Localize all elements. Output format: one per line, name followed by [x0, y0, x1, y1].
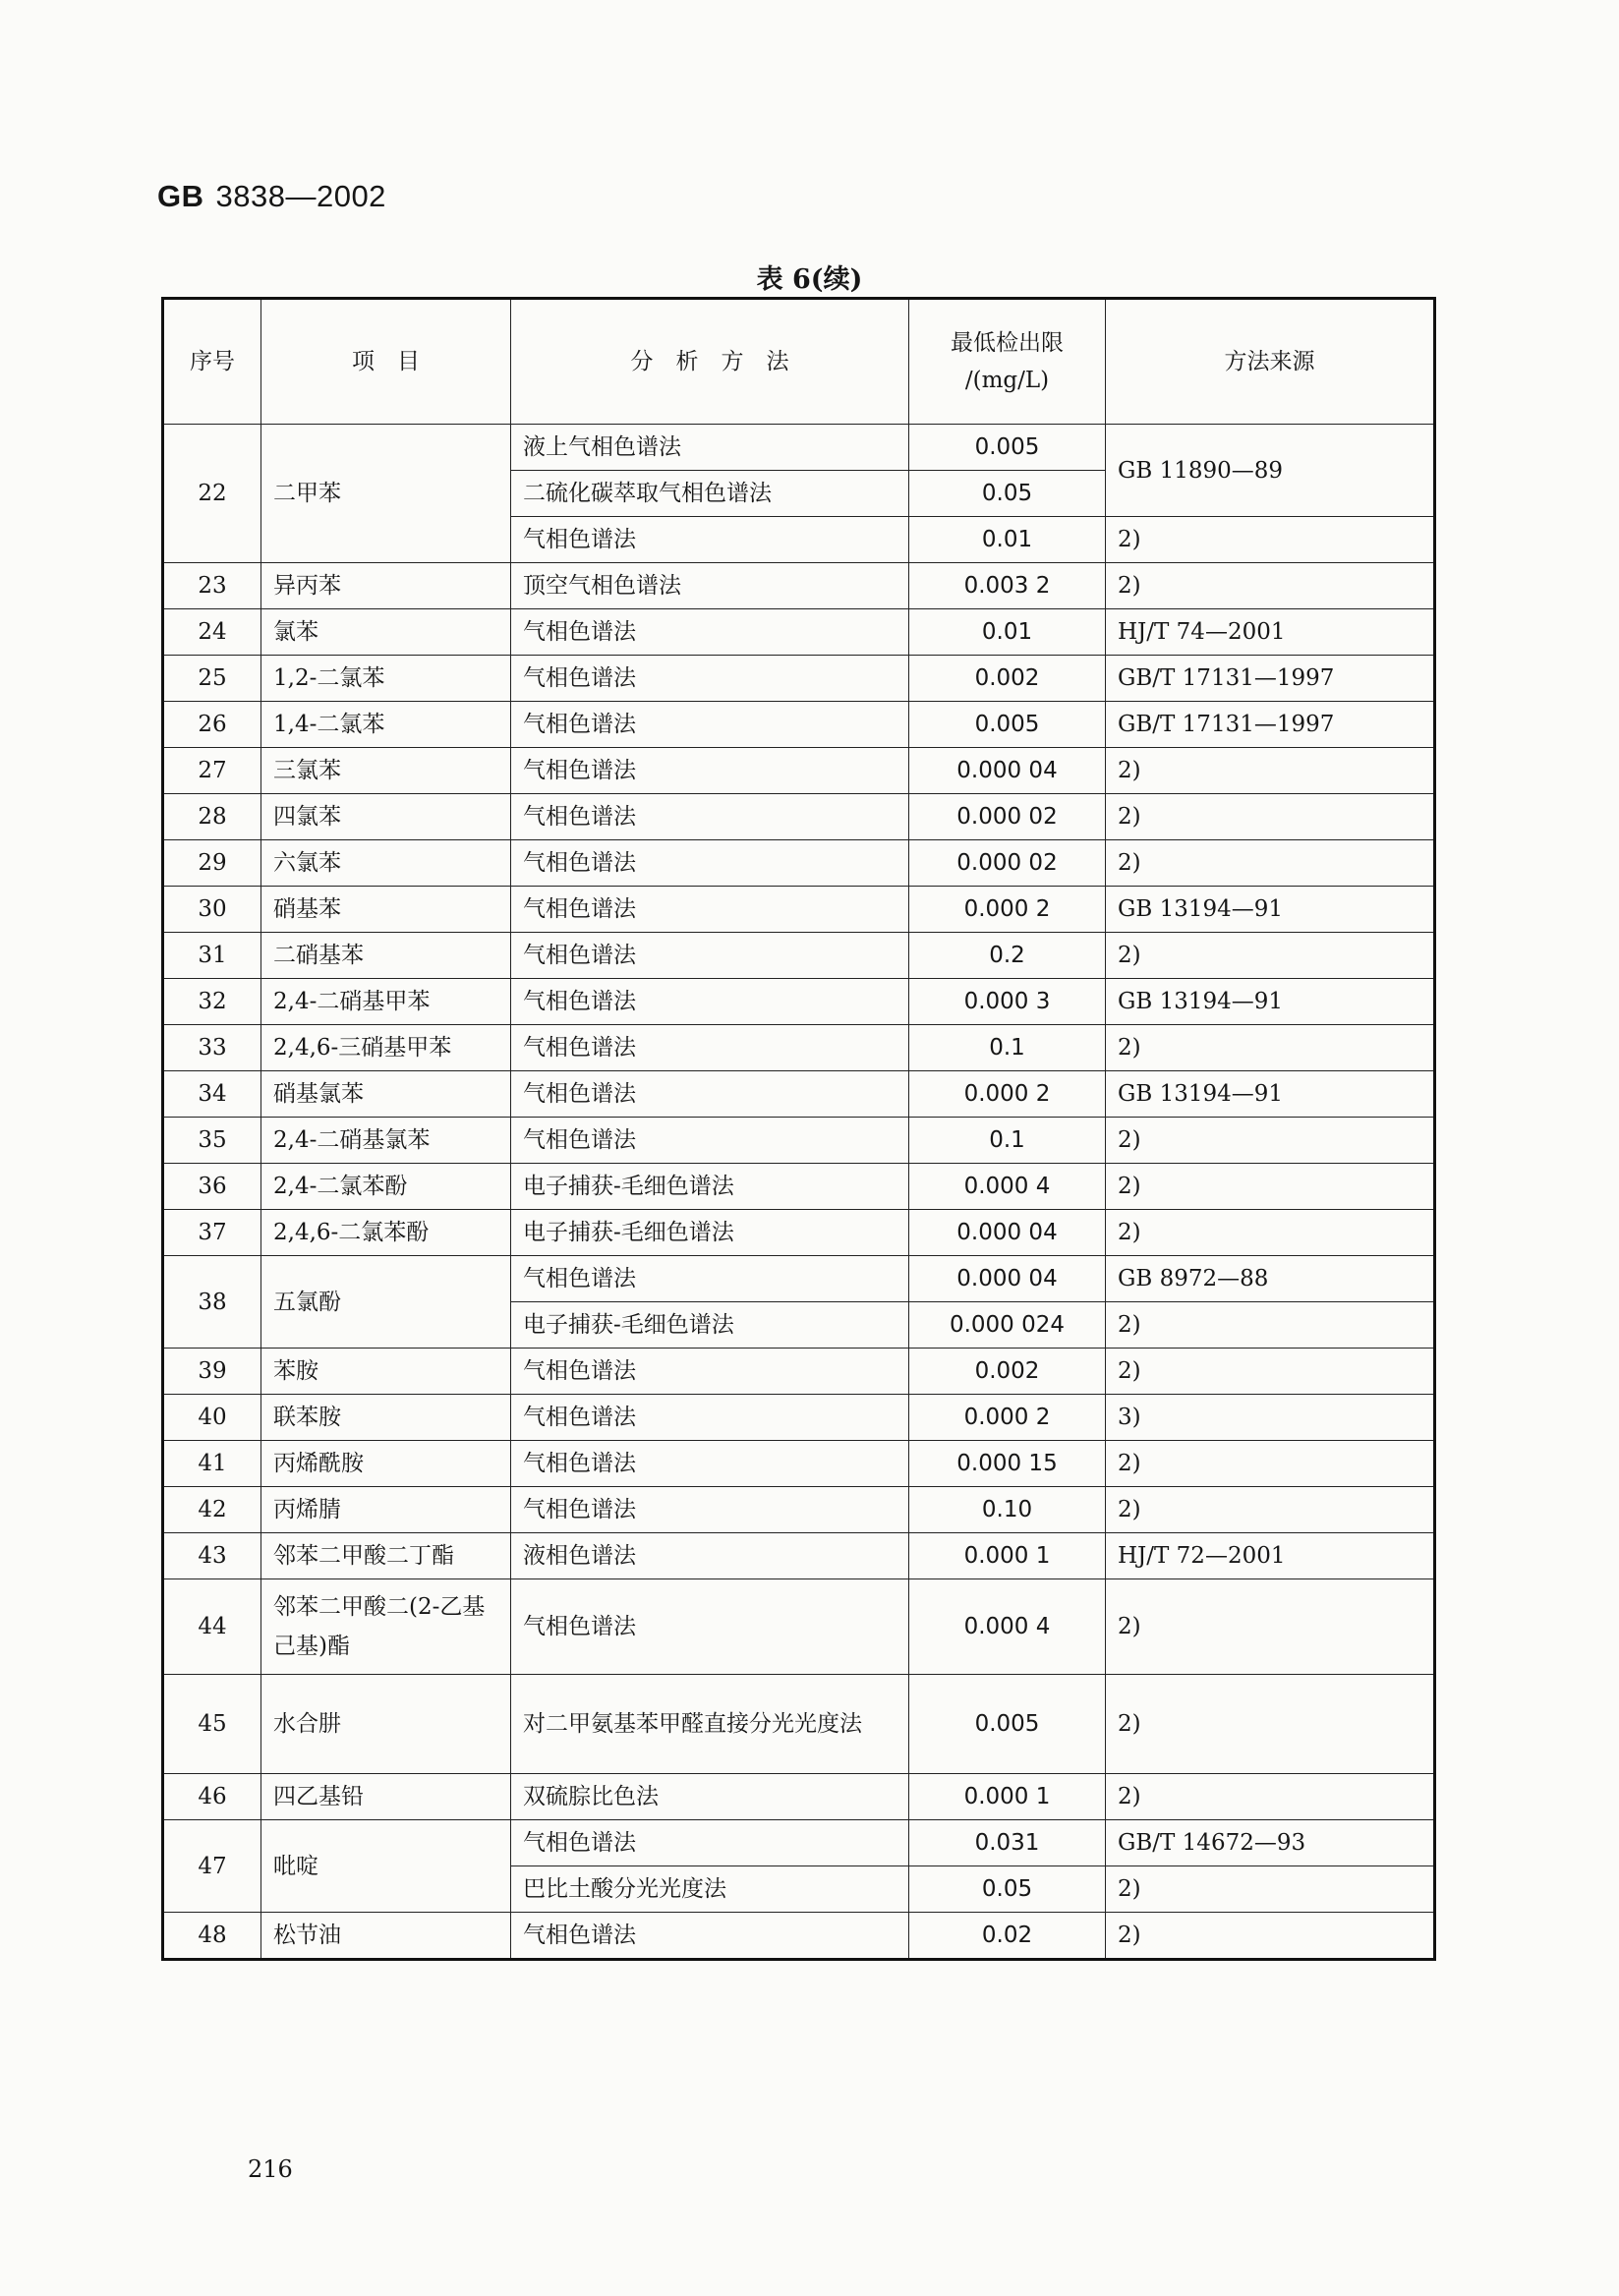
- row-number: 31: [163, 933, 261, 979]
- item-name: 三氯苯: [261, 748, 511, 794]
- limit-cell: 0.005: [909, 425, 1106, 471]
- limit-cell: 0.000 02: [909, 794, 1106, 840]
- item-name: 硝基氯苯: [261, 1071, 511, 1118]
- detection-limit-unit: /(mg/L): [964, 368, 1050, 393]
- row-number: 39: [163, 1349, 261, 1395]
- limit-cell: 0.000 2: [909, 1071, 1106, 1118]
- row-number: 47: [163, 1820, 261, 1913]
- source-cell: 2): [1106, 1302, 1435, 1349]
- table-row: [163, 1164, 1435, 1210]
- method-cell: 气相色谱法: [511, 1256, 909, 1302]
- limit-cell: 0.000 3: [909, 979, 1106, 1025]
- item-name: 1,2-二氯苯: [261, 656, 511, 702]
- source-cell: 2): [1106, 1579, 1435, 1675]
- source-cell: 2): [1106, 1210, 1435, 1256]
- limit-cell: 0.000 024: [909, 1302, 1106, 1349]
- limit-cell: 0.10: [909, 1487, 1106, 1533]
- source-cell: GB 11890—89: [1106, 425, 1435, 517]
- limit-cell: 0.031: [909, 1820, 1106, 1866]
- analysis-method-table: [161, 297, 1436, 1961]
- method-cell: 气相色谱法: [511, 656, 909, 702]
- method-cell: 对二甲氨基苯甲醛直接分光光度法: [511, 1675, 909, 1774]
- item-name: 六氯苯: [261, 840, 511, 887]
- limit-cell: 0.000 04: [909, 1210, 1106, 1256]
- source-cell: GB/T 17131—1997: [1106, 656, 1435, 702]
- source-cell: GB/T 14672—93: [1106, 1820, 1435, 1866]
- limit-cell: 0.1: [909, 1118, 1106, 1164]
- method-cell: 气相色谱法: [511, 517, 909, 563]
- source-cell: 2): [1106, 1675, 1435, 1774]
- row-number: 38: [163, 1256, 261, 1349]
- method-cell: 气相色谱法: [511, 1487, 909, 1533]
- source-cell: 2): [1106, 794, 1435, 840]
- source-cell: 2): [1106, 1025, 1435, 1071]
- source-cell: GB 8972—88: [1106, 1256, 1435, 1302]
- item-name: 2,4-二硝基氯苯: [261, 1118, 511, 1164]
- source-cell: 2): [1106, 563, 1435, 609]
- page-number: 216: [248, 2155, 293, 2183]
- item-name: 氯苯: [261, 609, 511, 656]
- item-name: 2,4,6-二氯苯酚: [261, 1210, 511, 1256]
- item-name: 邻苯二甲酸二丁酯: [261, 1533, 511, 1579]
- item-name: 二甲苯: [261, 425, 511, 563]
- method-cell: 气相色谱法: [511, 609, 909, 656]
- table-header-row: [163, 299, 1435, 425]
- method-cell: 气相色谱法: [511, 1349, 909, 1395]
- source-cell: GB 13194—91: [1106, 979, 1435, 1025]
- table-row: [163, 1579, 1435, 1675]
- method-cell: 气相色谱法: [511, 1395, 909, 1441]
- method-cell: 电子捕获-毛细色谱法: [511, 1302, 909, 1349]
- col-header-item: 项 目: [261, 299, 511, 425]
- row-number: 24: [163, 609, 261, 656]
- table-row: [163, 425, 1435, 471]
- row-number: 46: [163, 1774, 261, 1820]
- limit-cell: 0.002: [909, 1349, 1106, 1395]
- limit-cell: 0.000 4: [909, 1164, 1106, 1210]
- item-name: 异丙苯: [261, 563, 511, 609]
- row-number: 45: [163, 1675, 261, 1774]
- table-row: [163, 1395, 1435, 1441]
- method-cell: 液相色谱法: [511, 1533, 909, 1579]
- method-cell: 电子捕获-毛细色谱法: [511, 1164, 909, 1210]
- table-row: [163, 1487, 1435, 1533]
- table-row: [163, 1820, 1435, 1866]
- row-number: 37: [163, 1210, 261, 1256]
- row-number: 28: [163, 794, 261, 840]
- method-cell: 液上气相色谱法: [511, 425, 909, 471]
- limit-cell: 0.002: [909, 656, 1106, 702]
- col-header-no: 序号: [163, 299, 261, 425]
- source-cell: 2): [1106, 748, 1435, 794]
- source-cell: 2): [1106, 840, 1435, 887]
- standard-header: [157, 179, 386, 214]
- limit-cell: 0.01: [909, 609, 1106, 656]
- item-name: 松节油: [261, 1913, 511, 1960]
- limit-cell: 0.05: [909, 1866, 1106, 1913]
- limit-cell: 0.000 1: [909, 1533, 1106, 1579]
- source-cell: 2): [1106, 1774, 1435, 1820]
- col-header-source: 方法来源: [1106, 299, 1435, 425]
- method-cell: 气相色谱法: [511, 887, 909, 933]
- table-row: [163, 794, 1435, 840]
- limit-cell: 0.005: [909, 702, 1106, 748]
- table-row: [163, 609, 1435, 656]
- limit-cell: 0.000 1: [909, 1774, 1106, 1820]
- item-name: 硝基苯: [261, 887, 511, 933]
- row-number: 27: [163, 748, 261, 794]
- table-row: [163, 1210, 1435, 1256]
- item-name: 丙烯酰胺: [261, 1441, 511, 1487]
- limit-cell: 0.05: [909, 471, 1106, 517]
- table-row: [163, 1256, 1435, 1302]
- method-cell: 巴比土酸分光光度法: [511, 1866, 909, 1913]
- source-cell: 2): [1106, 1487, 1435, 1533]
- item-name: 吡啶: [261, 1820, 511, 1913]
- row-number: 42: [163, 1487, 261, 1533]
- source-cell: GB/T 17131—1997: [1106, 702, 1435, 748]
- item-name: 水合肼: [261, 1675, 511, 1774]
- table-row: [163, 563, 1435, 609]
- table-row: [163, 1913, 1435, 1960]
- limit-cell: 0.2: [909, 933, 1106, 979]
- row-number: 43: [163, 1533, 261, 1579]
- limit-cell: 0.000 2: [909, 887, 1106, 933]
- item-name: 四乙基铅: [261, 1774, 511, 1820]
- source-cell: 2): [1106, 1164, 1435, 1210]
- source-cell: 3): [1106, 1395, 1435, 1441]
- source-cell: HJ/T 72—2001: [1106, 1533, 1435, 1579]
- detection-limit-label: 最低检出限: [951, 330, 1064, 356]
- row-number: 40: [163, 1395, 261, 1441]
- item-name: 邻苯二甲酸二(2-乙基己基)酯: [261, 1579, 511, 1675]
- item-name: 二硝基苯: [261, 933, 511, 979]
- table-row: [163, 1118, 1435, 1164]
- source-cell: 2): [1106, 1913, 1435, 1960]
- table-row: [163, 1441, 1435, 1487]
- col-header-method: 分 析 方 法: [511, 299, 909, 425]
- table-row: [163, 933, 1435, 979]
- row-number: 48: [163, 1913, 261, 1960]
- table-row: [163, 1025, 1435, 1071]
- table-row: [163, 748, 1435, 794]
- table-row: [163, 979, 1435, 1025]
- method-cell: 气相色谱法: [511, 1579, 909, 1675]
- table-row: [163, 887, 1435, 933]
- source-cell: HJ/T 74—2001: [1106, 609, 1435, 656]
- item-name: 四氯苯: [261, 794, 511, 840]
- limit-cell: 0.01: [909, 517, 1106, 563]
- item-name: 丙烯腈: [261, 1487, 511, 1533]
- row-number: 22: [163, 425, 261, 563]
- method-cell: 气相色谱法: [511, 748, 909, 794]
- source-cell: 2): [1106, 1441, 1435, 1487]
- item-name: 联苯胺: [261, 1395, 511, 1441]
- item-name: 苯胺: [261, 1349, 511, 1395]
- table-row: [163, 656, 1435, 702]
- source-cell: 2): [1106, 1349, 1435, 1395]
- table-row: [163, 1349, 1435, 1395]
- row-number: 29: [163, 840, 261, 887]
- row-number: 23: [163, 563, 261, 609]
- item-name: 2,4,6-三硝基甲苯: [261, 1025, 511, 1071]
- item-name: 1,4-二氯苯: [261, 702, 511, 748]
- standard-prefix: GB: [157, 179, 204, 213]
- row-number: 25: [163, 656, 261, 702]
- row-number: 26: [163, 702, 261, 748]
- method-cell: 气相色谱法: [511, 794, 909, 840]
- source-cell: 2): [1106, 1118, 1435, 1164]
- limit-cell: 0.003 2: [909, 563, 1106, 609]
- method-cell: 气相色谱法: [511, 702, 909, 748]
- table-row: [163, 1675, 1435, 1774]
- source-cell: GB 13194—91: [1106, 1071, 1435, 1118]
- item-name: 2,4-二硝基甲苯: [261, 979, 511, 1025]
- limit-cell: 0.02: [909, 1913, 1106, 1960]
- method-cell: 二硫化碳萃取气相色谱法: [511, 471, 909, 517]
- table-row: [163, 702, 1435, 748]
- table-row: [163, 1533, 1435, 1579]
- row-number: 36: [163, 1164, 261, 1210]
- standard-code: 3838—2002: [215, 179, 386, 213]
- limit-cell: 0.000 4: [909, 1579, 1106, 1675]
- row-number: 34: [163, 1071, 261, 1118]
- limit-cell: 0.000 04: [909, 748, 1106, 794]
- method-cell: 气相色谱法: [511, 1913, 909, 1960]
- row-number: 44: [163, 1579, 261, 1675]
- method-cell: 气相色谱法: [511, 1441, 909, 1487]
- source-cell: 2): [1106, 517, 1435, 563]
- table-row: [163, 1774, 1435, 1820]
- method-cell: 气相色谱法: [511, 1071, 909, 1118]
- method-cell: 双硫腙比色法: [511, 1774, 909, 1820]
- limit-cell: 0.000 02: [909, 840, 1106, 887]
- method-cell: 电子捕获-毛细色谱法: [511, 1210, 909, 1256]
- row-number: 33: [163, 1025, 261, 1071]
- method-cell: 气相色谱法: [511, 979, 909, 1025]
- row-number: 30: [163, 887, 261, 933]
- item-name: 五氯酚: [261, 1256, 511, 1349]
- table-row: [163, 1071, 1435, 1118]
- method-cell: 气相色谱法: [511, 840, 909, 887]
- method-cell: 顶空气相色谱法: [511, 563, 909, 609]
- method-cell: 气相色谱法: [511, 1025, 909, 1071]
- method-cell: 气相色谱法: [511, 933, 909, 979]
- source-cell: GB 13194—91: [1106, 887, 1435, 933]
- limit-cell: 0.000 04: [909, 1256, 1106, 1302]
- col-header-detection-limit: [909, 299, 1106, 425]
- row-number: 41: [163, 1441, 261, 1487]
- item-name: 2,4-二氯苯酚: [261, 1164, 511, 1210]
- row-number: 35: [163, 1118, 261, 1164]
- limit-cell: 0.1: [909, 1025, 1106, 1071]
- method-cell: 气相色谱法: [511, 1118, 909, 1164]
- limit-cell: 0.000 2: [909, 1395, 1106, 1441]
- limit-cell: 0.005: [909, 1675, 1106, 1774]
- method-cell: 气相色谱法: [511, 1820, 909, 1866]
- source-cell: 2): [1106, 933, 1435, 979]
- source-cell: 2): [1106, 1866, 1435, 1913]
- table-row: [163, 840, 1435, 887]
- row-number: 32: [163, 979, 261, 1025]
- table-title: 表 6(续): [756, 264, 863, 295]
- limit-cell: 0.000 15: [909, 1441, 1106, 1487]
